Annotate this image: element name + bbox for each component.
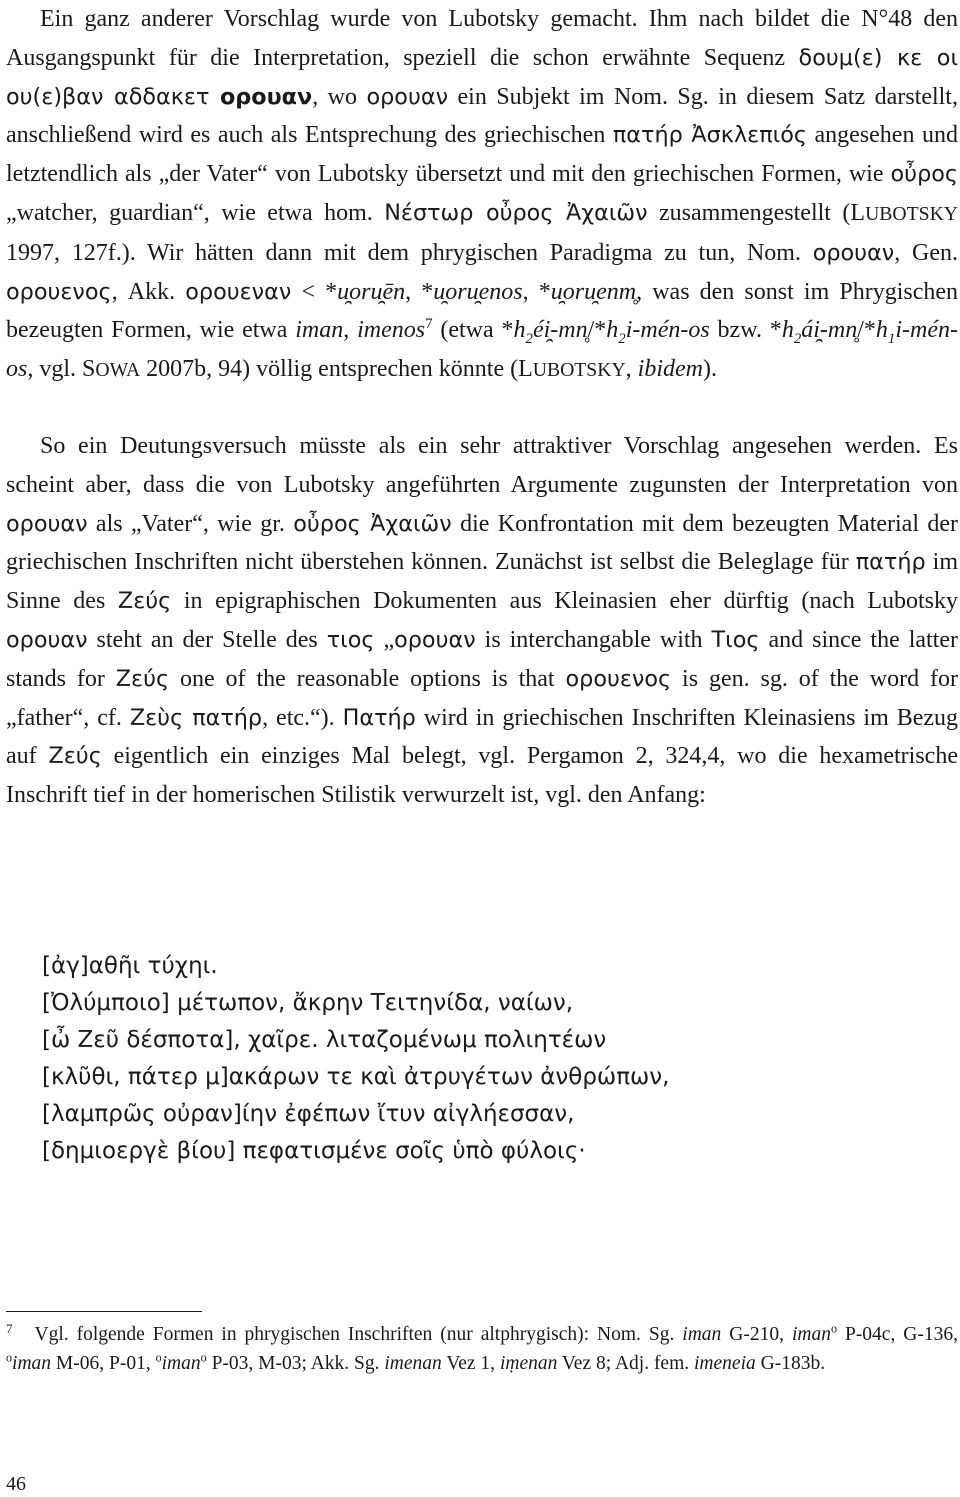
greek-term: Νέστωρ οὖρος Ἀχαιῶν bbox=[384, 199, 648, 226]
text-run: Vez 8; Adj. fem. bbox=[557, 1353, 695, 1374]
phrygian-form: iman bbox=[161, 1353, 201, 1374]
superscript-o: o bbox=[830, 1321, 837, 1336]
greek-term: ορουαν bbox=[394, 626, 476, 653]
text-run: ein Subjekt im Nom. Sg. in diesem Satz darstellt, anschließend wird es auch als Entsprechung des griechischen bbox=[6, 83, 958, 149]
greek-term: οὖρος bbox=[890, 161, 958, 188]
phrygian-form: iman bbox=[791, 1324, 831, 1345]
greek-term: ορουαν bbox=[6, 510, 88, 537]
paragraph-lubotsky-proposal bbox=[6, 0, 958, 390]
latin-term: ibidem bbox=[637, 356, 703, 383]
laryngeal-index: 2 bbox=[793, 331, 802, 348]
phrygian-form: imenos bbox=[357, 317, 426, 344]
greek-term: ορουενος bbox=[6, 278, 112, 305]
text-run: 2007b, 94) völlig entsprechen könnte (L bbox=[140, 356, 533, 383]
reconstructed-form: u̯oru̯ēn bbox=[337, 278, 406, 305]
text-run: ). bbox=[702, 356, 717, 383]
laryngeal-index: 2 bbox=[618, 331, 626, 348]
footnote-reference[interactable]: 7 bbox=[425, 316, 433, 333]
text-run: im Sinne des bbox=[6, 549, 959, 615]
greek-term-bold: ορουαν bbox=[219, 83, 313, 110]
text-run: , was den sonst im Phrygischen bezeugten Formen, wie etwa bbox=[6, 278, 959, 344]
reconstructed-form: h bbox=[875, 317, 888, 344]
text-run: Vez 1, bbox=[441, 1353, 500, 1374]
superscript-o: o bbox=[6, 1350, 13, 1365]
text-run: is gen. sg. of the word for „father“, cf. bbox=[6, 665, 959, 731]
verse-line: [ἀγ]αθῆι τύχηι. bbox=[42, 953, 218, 979]
text-run: „ bbox=[374, 626, 395, 653]
text-run: wird in griechischen Inschriften Kleinasiens im Bezug auf bbox=[6, 704, 959, 770]
reconstructed-form: h bbox=[513, 317, 526, 344]
text-run: < * bbox=[291, 278, 338, 305]
text-run: is interchangable with bbox=[475, 626, 712, 653]
phrygian-form: iman bbox=[12, 1353, 52, 1374]
text-run: , etc.“). bbox=[262, 704, 343, 731]
phrygian-form: imeneia bbox=[694, 1353, 756, 1374]
text-run: G-210, bbox=[721, 1324, 792, 1345]
text-run: zusammengestellt (L bbox=[647, 199, 866, 226]
text-run: , Akk. bbox=[111, 278, 186, 305]
text-run: /* bbox=[587, 317, 607, 344]
reconstructed-form: ái̯-mn̥ bbox=[801, 317, 858, 344]
text-run: /* bbox=[857, 317, 876, 344]
text-run: , wo bbox=[312, 83, 367, 110]
text-run: angesehen und letztendlich als „der Vater“ von Lubotsky übersetzt und mit den griechischen Formen, wie bbox=[6, 122, 959, 188]
paragraph-critique bbox=[6, 427, 958, 815]
phrygian-form: iman bbox=[682, 1324, 722, 1345]
greek-term: ορουαν bbox=[6, 626, 88, 653]
phrygian-form: iṃenan bbox=[499, 1353, 558, 1374]
text-run: (etwa * bbox=[432, 317, 514, 344]
laryngeal-index: 1 bbox=[887, 331, 896, 348]
text-run: als „Vater“, wie gr. bbox=[87, 510, 294, 537]
text-run: eigentlich ein einziges Mal belegt, vgl. Pergamon 2, 324,4, wo die hexametrische Inschrift tief in der homerischen Stilistik verwurzelt ist, vgl. den Anfang: bbox=[6, 743, 958, 809]
greek-term: Ζεὺς πατήρ bbox=[129, 704, 263, 731]
greek-term: Πατήρ bbox=[342, 704, 416, 731]
greek-term: ορουεναν bbox=[185, 278, 292, 305]
reconstructed-form: h bbox=[606, 317, 619, 344]
small-caps-author: UBOTSKY bbox=[532, 359, 626, 382]
small-caps-author: UBOTSKY bbox=[865, 202, 958, 225]
greek-term: ορουαν bbox=[366, 83, 449, 110]
text-run: P-04c, G-136, bbox=[837, 1324, 959, 1345]
verse-line: [Ὀλύμποιο] μέτωπον, ἄκρην Τειτηνίδα, ναίων, bbox=[42, 990, 574, 1016]
greek-term: πατήρ Ἀσκλεπιός bbox=[612, 122, 807, 149]
verse-line: [ὦ Ζεῦ δέσποτα], χαῖρε. λιταζομένωμ πολιητέων bbox=[42, 1027, 607, 1053]
text-run: Vgl. folgende Formen in phrygischen Inschriften (nur altphrygisch): Nom. Sg. bbox=[34, 1324, 683, 1345]
superscript-o: o bbox=[200, 1350, 207, 1365]
small-caps-author: OWA bbox=[95, 359, 141, 382]
text-run: Ein ganz anderer Vorschlag wurde von Lubotsky gemacht. Ihm nach bildet die N°48 den Ausgangspunkt für die Interpretation, speziell die schon erwähnte Sequenz bbox=[6, 6, 958, 71]
text-run: G-183b. bbox=[755, 1353, 826, 1374]
text-run: So ein Deutungsversuch müsste als ein sehr attraktiver Vorschlag angesehen werden. Es scheint aber, dass die von Lubotsky angeführten Argumente zugunsten der Interpretation von bbox=[6, 433, 958, 498]
reconstructed-form: u̯oru̯enm̥ bbox=[550, 278, 637, 305]
greek-term: Ζεύς bbox=[115, 665, 170, 692]
greek-term: τιος bbox=[326, 626, 375, 653]
text-run: P-03, M-03; Akk. Sg. bbox=[206, 1353, 385, 1374]
greek-term: πατήρ bbox=[855, 549, 926, 576]
text-run: M-06, P-01, bbox=[51, 1353, 156, 1374]
greek-inscription-quote bbox=[42, 948, 942, 1170]
greek-term: οὖρος Ἀχαιῶν bbox=[293, 510, 452, 537]
footnote-7 bbox=[6, 1320, 958, 1378]
greek-term: Ζεύς bbox=[117, 588, 172, 615]
greek-term: ορουαν bbox=[812, 239, 895, 266]
page-number: 46 bbox=[6, 1473, 26, 1495]
laryngeal-index: 2 bbox=[525, 331, 533, 348]
text-run: „watcher, guardian“, wie etwa hom. bbox=[6, 199, 385, 226]
verse-line: [κλῦθι, πάτερ μ]ακάρων τε καὶ ἀτρυγέτων ἀνθρώπων, bbox=[42, 1064, 670, 1090]
text-run: , vgl. S bbox=[27, 356, 96, 383]
superscript-o: o bbox=[155, 1350, 162, 1365]
reconstructed-form: i-mén-os bbox=[625, 317, 710, 344]
reconstructed-form: i-mén-os bbox=[6, 317, 958, 383]
reconstructed-form: éi̯-mn̥ bbox=[532, 317, 588, 344]
greek-term: Ζεύς bbox=[48, 743, 102, 770]
text-run: , bbox=[343, 317, 358, 344]
text-run: , * bbox=[522, 278, 551, 305]
text-run: , * bbox=[405, 278, 434, 305]
text-run: , bbox=[625, 356, 638, 383]
reconstructed-form: u̯oru̯enos bbox=[433, 278, 523, 305]
text-run: 1997, 127f.). Wir hätten dann mit dem phrygischen Paradigma zu tun, Nom. bbox=[6, 239, 813, 266]
phrygian-form: imenan bbox=[384, 1353, 442, 1374]
text-run: steht an der Stelle des bbox=[87, 626, 327, 653]
text-run: die Konfrontation mit dem bezeugten Material der griechischen Inschriften nicht überstehen können. Zunächst ist selbst die Beleglage für bbox=[6, 510, 958, 576]
verse-line: [λαμπρῶς οὐραν]ίην ἐφέπων ἴτυν αἰγλήεσσαν, bbox=[42, 1101, 575, 1127]
verse-line: [δημιοεργὲ βίου] πεφατισμένε σοῖς ὑπὸ φύλοις· bbox=[42, 1138, 586, 1164]
text-run: , Gen. bbox=[894, 239, 959, 266]
text-run: in epigraphischen Dokumenten aus Kleinasien eher dürftig (nach Lubotsky bbox=[171, 588, 958, 615]
text-run: one of the reasonable options is that bbox=[169, 665, 566, 692]
phrygian-form: iman bbox=[295, 317, 344, 344]
reconstructed-form: h bbox=[781, 317, 794, 344]
greek-term: ορουενος bbox=[565, 665, 672, 692]
footnote-separator bbox=[6, 1311, 202, 1312]
text-run: and since the latter stands for bbox=[6, 626, 958, 692]
footnote-number: 7 bbox=[6, 1321, 13, 1336]
text-run: bzw. * bbox=[709, 317, 782, 344]
greek-term: Τιος bbox=[711, 626, 760, 653]
greek-text: δουμ(ε) κε οι ου(ε)βαν αδδακετ bbox=[6, 44, 959, 110]
